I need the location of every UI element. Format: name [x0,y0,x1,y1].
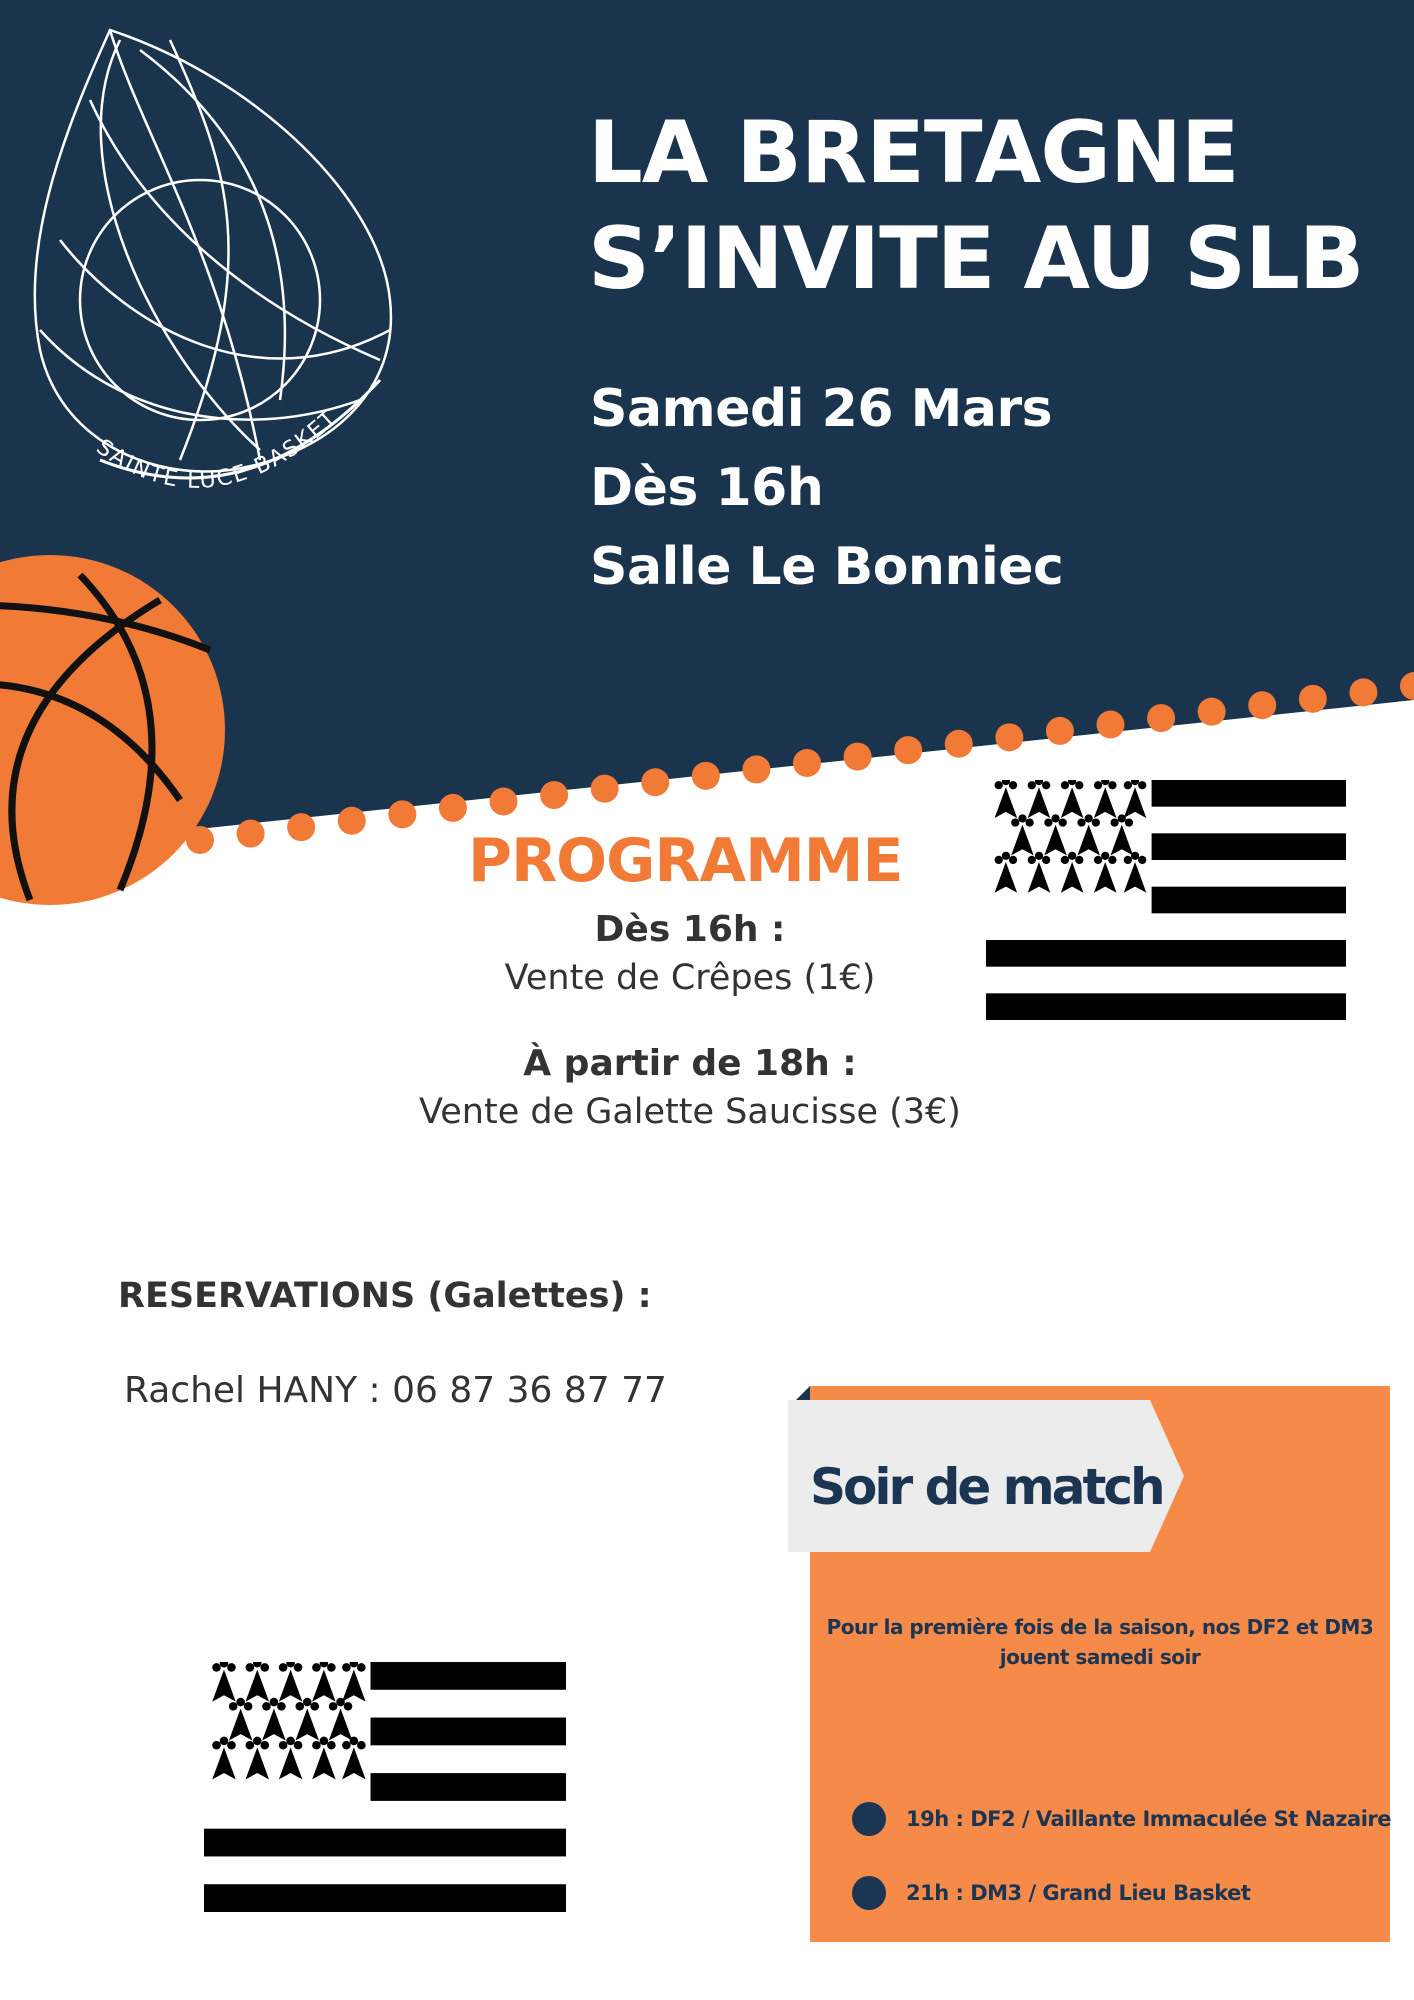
breton-flag-icon [986,780,1346,1020]
orange-dot [692,762,720,790]
orange-dot [793,749,821,777]
programme-item-desc: Vente de Crêpes (1€) [504,958,876,998]
orange-dot [338,807,366,835]
bullet-dot-icon [852,1802,886,1836]
match-title: Soir de match [810,1458,1163,1516]
orange-dot [1147,704,1175,732]
orange-dot [641,768,669,796]
orange-dot [1198,698,1226,726]
orange-dot [287,813,315,841]
orange-dot [237,820,265,848]
logo-text: SAINTE LUCE BASKET [91,405,343,495]
match-game-text: 19h : DF2 / Vaillante Immaculée St Nazaire [906,1807,1392,1831]
orange-dot [1248,691,1276,719]
programme-item [300,1040,1080,1136]
orange-dot [439,794,467,822]
reservations-label: RESERVATIONS (Galettes) : [118,1276,652,1316]
event-venue: Salle Le Bonniec [590,537,1064,597]
programme-title: PROGRAMME [468,826,903,896]
programme-item-desc: Vente de Galette Saucisse (3€) [419,1092,961,1132]
orange-dot [388,800,416,828]
match-game-item [852,1802,1391,1836]
orange-dot [995,723,1023,751]
match-intro: Pour la première fois de la saison, nos DF2 et DM3 jouent samedi soir [826,1615,1374,1669]
orange-dot [591,775,619,803]
orange-dot [1349,678,1377,706]
programme-item [300,906,1080,1002]
orange-dot [945,730,973,758]
orange-dot [1299,685,1327,713]
event-time: Dès 16h [590,458,824,518]
programme-item-time: Dès 16h : [594,909,786,950]
orange-dot [1046,717,1074,745]
title-line-1: LA BRETAGNE [588,103,1239,203]
page-title [588,100,1363,312]
orange-dot [1097,711,1125,739]
bullet-dot-icon [852,1876,886,1910]
orange-dot [540,781,568,809]
breton-flag-icon [204,1662,566,1912]
match-game-item [852,1876,1250,1910]
event-date: Samedi 26 Mars [590,379,1053,439]
match-game-text: 21h : DM3 / Grand Lieu Basket [906,1881,1251,1905]
event-info [590,370,1063,607]
orange-dot [844,743,872,771]
title-line-2: S’INVITE AU SLB [588,209,1364,309]
programme-item-time: À partir de 18h : [523,1043,857,1084]
orange-dot [894,736,922,764]
orange-dot [742,755,770,783]
orange-dot [490,788,518,816]
reservations-contact: Rachel HANY : 06 87 36 87 77 [124,1370,667,1411]
